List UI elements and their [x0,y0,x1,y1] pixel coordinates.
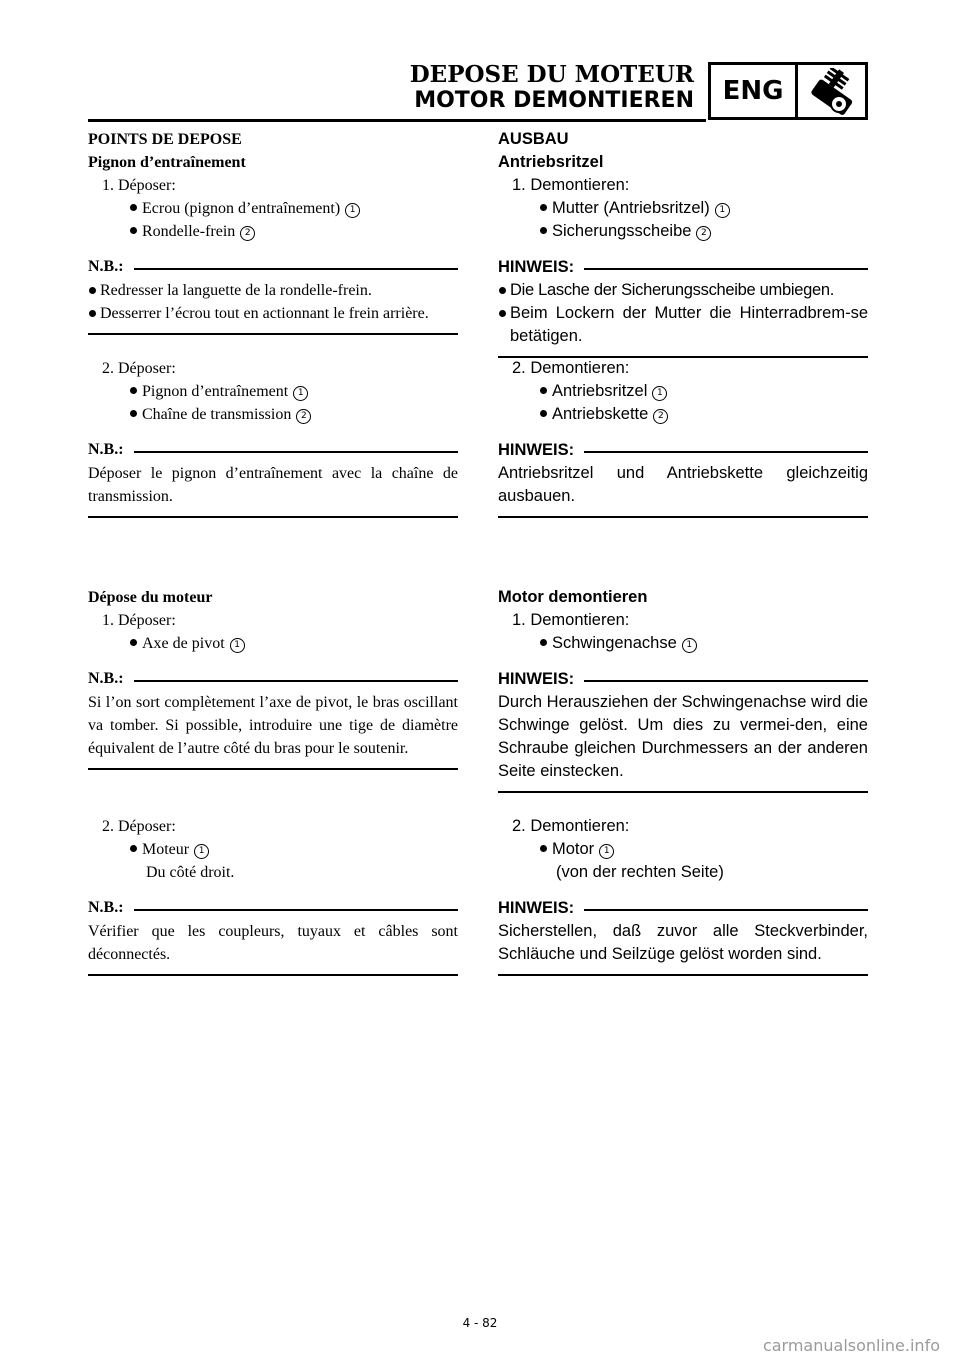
list-item: Axe de pivot 1 [88,632,458,655]
de-section-engine-removal [498,586,868,793]
de-step: 1. Demontieren: [512,611,630,629]
fr-note-bullet: Redresser la languette de la rondelle-frein. [88,279,458,302]
fr-subheading: Dépose du moteur [88,589,213,606]
list-item: Pignon d’entraînement 1 [88,380,458,403]
list-item: Antriebsritzel 1 [498,380,868,403]
list-item: Moteur 1 [88,838,458,861]
fr-note-heading: N.B.: [88,667,458,691]
de-note-bullet: Die Lasche der Sicherungsscheibe umbiegen. [498,279,868,302]
fr-step: 1. Déposer: [102,177,176,194]
de-item-detail: (von der rechten Seite) [556,863,724,881]
fr-note-heading: N.B.: [88,255,458,279]
de-note-heading: HINWEIS: [498,255,868,279]
de-section-step2 [498,357,868,518]
header-rule [88,119,706,122]
fr-section-step2b [88,815,458,976]
fr-section-step2 [88,357,458,518]
watermark: carmanualsonline.info [762,1336,940,1355]
section-badge-label: ENG [722,76,784,106]
de-step: 2. Demontieren: [512,359,630,377]
de-note-heading: HINWEIS: [498,896,868,920]
list-item: Sicherungsscheibe 2 [498,220,868,243]
note-end-rule [498,791,868,793]
de-note-bullet: Beim Lockern der Mutter die Hinterradbrem-se betätigen. [498,302,868,348]
section-badge [708,62,868,120]
page-number: 4 - 82 [462,1316,498,1330]
list-item: Chaîne de transmission 2 [88,403,458,426]
note-end-rule [498,516,868,518]
fr-note-text: Si l’on sort complètement l’axe de pivot, le bras oscillant va tomber. Si possible, introduire une tige de diamètre équivalent de l’autre côté du bras pour le soutenir. [88,694,458,757]
de-note-text: Sicherstellen, daß zuvor alle Steckverbinder, Schläuche und Seilzüge gelöst worden sind. [498,922,868,963]
fr-section-drive-sprocket [88,128,458,335]
fr-step: 2. Déposer: [102,818,176,835]
de-step: 1. Demontieren: [512,176,630,194]
list-item: Ecrou (pignon d’entraînement) 1 [88,197,458,220]
note-end-rule [88,768,458,770]
list-item: Schwingenachse 1 [498,632,868,655]
fr-note-text: Vérifier que les coupleurs, tuyaux et câbles sont déconnectés. [88,923,458,963]
de-subheading: Motor demontieren [498,588,648,606]
page-title-french: DEPOSE DU MOTEUR [409,61,694,88]
de-section-drive-sprocket [498,128,868,358]
fr-section-engine-removal [88,586,458,770]
fr-section-heading: POINTS DE DEPOSE [88,131,242,148]
note-end-rule [498,974,868,976]
note-end-rule [88,974,458,976]
de-note-heading: HINWEIS: [498,667,868,691]
fr-step: 1. Déposer: [102,612,176,629]
note-end-rule [88,516,458,518]
de-section-heading: AUSBAU [498,130,569,148]
fr-note-heading: N.B.: [88,438,458,462]
de-step: 2. Demontieren: [512,817,630,835]
list-item: Motor 1 [498,838,868,861]
fr-step: 2. Déposer: [102,360,176,377]
page-title-german: MOTOR DEMONTIEREN [414,88,694,113]
fr-item-detail: Du côté droit. [146,864,235,881]
de-subheading: Antriebsritzel [498,153,604,171]
fr-note-bullet: Desserrer l’écrou tout en actionnant le frein arrière. [88,302,458,325]
de-note-heading: HINWEIS: [498,438,868,462]
badge-divider [795,65,798,117]
fr-note-text: Déposer le pignon d’entraînement avec la chaîne de transmission. [88,465,458,505]
list-item: Antriebskette 2 [498,403,868,426]
de-section-step2b [498,815,868,976]
fr-subheading: Pignon d’entraînement [88,154,246,171]
note-end-rule [88,333,458,335]
engine-icon [803,68,863,116]
list-item: Rondelle-frein 2 [88,220,458,243]
de-note-text: Durch Herausziehen der Schwingenachse wird die Schwinge gelöst. Um dies zu vermei-den, eine Schraube gleichen Durchmessers an der anderen Seite einstecken. [498,693,868,780]
list-item: Mutter (Antriebsritzel) 1 [498,197,868,220]
de-note-text: Antriebsritzel und Antriebskette gleichzeitig ausbauen. [498,464,868,505]
fr-note-heading: N.B.: [88,896,458,920]
